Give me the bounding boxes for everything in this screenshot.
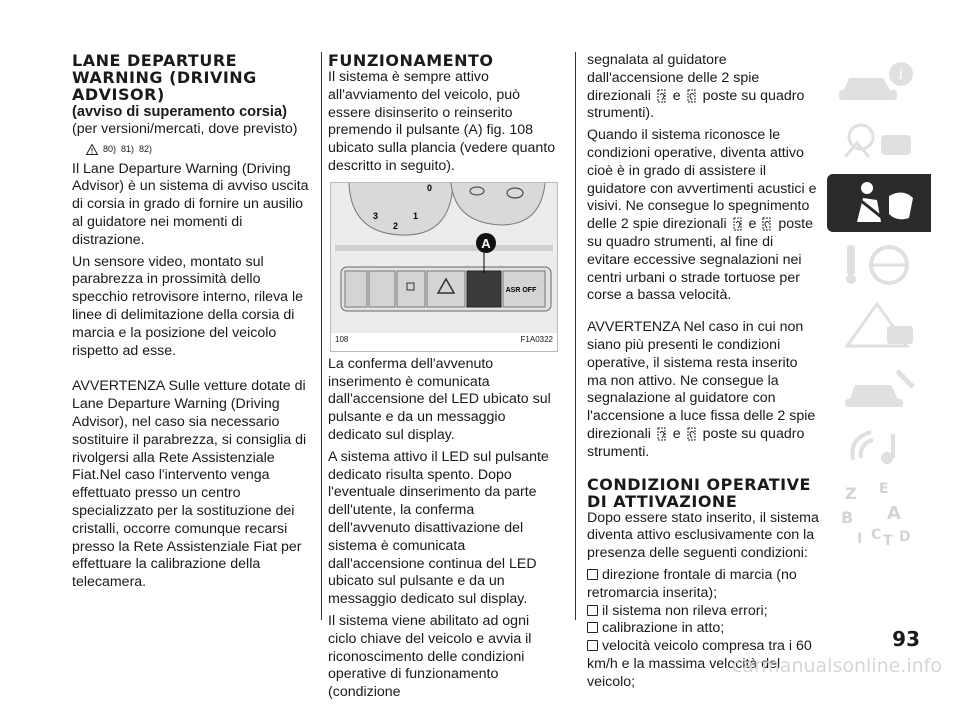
warning-lights-icon — [827, 113, 931, 171]
tab-maintenance[interactable] — [827, 357, 931, 415]
paragraph — [587, 127, 819, 305]
knob-number: 3 — [373, 210, 379, 221]
figure-code: F1A0322 — [520, 334, 553, 344]
list-item-text: il sistema non rileva errori; — [602, 602, 768, 619]
knob-number: 2 — [393, 220, 399, 231]
list-item-text: velocità veicolo compresa tra i 60 km/h e la massima velocità del veicolo; — [587, 638, 812, 690]
list-item — [587, 603, 819, 621]
list-item — [587, 567, 819, 603]
text: e — [672, 425, 681, 442]
versions-note: (per versioni/mercati, dove previsto) — [72, 121, 298, 137]
maintenance-icon — [827, 357, 931, 415]
text: poste su quadro strumenti, al fine di evitare eccessive segnalazioni nei centri urbani o strade tortuose per corse a bassa velocità. — [587, 216, 814, 304]
bullet-box-icon — [587, 569, 598, 580]
title-line: CONDIZIONI OPERATIVE — [587, 474, 811, 494]
text: e — [672, 87, 681, 104]
dashboard-illustration — [331, 183, 557, 351]
index-letter: C — [871, 527, 882, 543]
callout-label: A — [481, 235, 491, 251]
section-title — [72, 52, 314, 103]
warning-paragraph — [587, 319, 819, 461]
column-1 — [72, 52, 314, 596]
tab-warning-lights[interactable] — [827, 113, 931, 171]
section-title: FUNZIONAMENTO — [328, 51, 494, 70]
safety-seatbelt-icon — [827, 174, 931, 232]
lane-warning-button[interactable] — [467, 271, 501, 307]
turn-signal-right-icon — [685, 88, 699, 104]
title-line: DI ATTIVAZIONE — [587, 491, 738, 511]
note-ref[interactable]: 81) — [121, 143, 135, 154]
turn-signal-right-icon — [760, 216, 774, 232]
index-letter: B — [841, 508, 854, 527]
index-letter: A — [887, 503, 901, 524]
multimedia-icon — [827, 418, 931, 476]
warning-triangle-icon — [86, 144, 98, 155]
turn-signal-left-icon — [655, 426, 669, 442]
warning-paragraph: AVVERTENZA Sulle vetture dotate di Lane Departure Warning (Driving Advisor), nel caso sia necessario sostituire il parabrezza, si consiglia di rivolgersi alla Rete Assistenziale Fiat.Nel caso l'intervento venga effettuato presso un centro specializzato per la sostituzione dei cristalli, occorre comunque recarsi presso la Rete Assistenziale Fiat per effettuare la calibrazione della telecamera. — [72, 378, 307, 591]
section-subtitle: (avviso di superamento corsia) — [72, 104, 287, 120]
list-item-text: calibrazione in atto; — [602, 620, 725, 637]
note-ref[interactable]: 80) — [103, 143, 117, 154]
emergency-icon — [827, 296, 931, 354]
column-2 — [328, 52, 560, 706]
paragraph: A sistema attivo il LED sul pulsante dedicato risulta spento. Dopo l'eventuale dinserimento da parte dell'utente, la conferma dell'avvenuto disattivazione del sistema è comunicata dall'accensione continua del LED ubicato sul pulsante e da un messaggio dedicato sul display. — [328, 448, 549, 608]
text: poste su quadro strumenti). — [587, 87, 805, 122]
bullet-box-icon — [587, 640, 598, 651]
text: AVVERTENZA Nel caso in cui non siano più presenti le condizioni operative, il sistema resta inserito ma non attivo. Ne consegue la segnalazione al guidatore con l'accensione a luce fissa delle 2 spie direzionali — [587, 319, 816, 442]
text: e — [748, 216, 757, 233]
paragraph: Il sistema è sempre attivo all'avviamento del veicolo, può essere disinserito o reinserito premendo il pulsante (A) fig. 108 ubicato sulla plancia (vedere quanto descritto in seguito). — [328, 69, 556, 174]
warning-notes — [86, 141, 314, 159]
tab-index[interactable] — [827, 479, 931, 549]
paragraph: Il sistema viene abilitato ad ogni ciclo chiave del veicolo e avvia il riconoscimento delle condizioni operative di funzionamento (condizione — [328, 612, 532, 701]
index-letter: T — [883, 533, 893, 549]
column-divider — [321, 52, 322, 620]
car-info-icon — [827, 52, 931, 110]
text: poste su quadro strumenti. — [587, 425, 805, 460]
bullet-box-icon — [587, 605, 598, 616]
turn-signal-left-icon — [655, 88, 669, 104]
tab-car-info[interactable] — [827, 52, 931, 110]
figure-108 — [330, 182, 558, 352]
turn-signal-left-icon — [731, 216, 745, 232]
svg-text:i: i — [898, 67, 904, 83]
tab-start-driving[interactable] — [827, 235, 931, 293]
figure-number: 108 — [335, 334, 349, 344]
title-line: WARNING (DRIVING — [72, 68, 257, 87]
tab-safety[interactable] — [827, 174, 931, 232]
chapter-tabs — [827, 52, 937, 549]
tab-emergency[interactable] — [827, 296, 931, 354]
turn-signal-right-icon — [685, 426, 699, 442]
asr-off-label: ASR OFF — [505, 286, 537, 294]
tab-multimedia[interactable] — [827, 418, 931, 476]
paragraph: Un sensore video, montato sul parabrezza in prossimità dello specchio retrovisore interno, rileva le linee di delimitazione della corsia di marcia e la posizione del veicolo rispetto ad esse. — [72, 253, 304, 359]
column-divider — [575, 52, 576, 620]
paragraph: Dopo essere stato inserito, il sistema diventa attivo esclusivamente con la presenza delle seguenti condizioni: — [587, 509, 819, 562]
index-letter: D — [899, 529, 911, 545]
paragraph — [587, 52, 819, 123]
title-line: ADVISOR) — [72, 85, 165, 104]
start-driving-icon — [827, 235, 931, 293]
knob-number: 1 — [413, 210, 419, 221]
list-item-text: direzione frontale di marcia (no retromarcia inserita); — [587, 566, 797, 601]
watermark: carmanualsonline.info — [731, 655, 942, 677]
list-item — [587, 620, 819, 638]
note-ref[interactable]: 82) — [139, 143, 153, 154]
index-icon — [827, 479, 931, 551]
text: segnalata al guidatore dall'accensione delle 2 spie direzionali — [587, 52, 760, 104]
paragraph: La conferma dell'avvenuto inserimento è comunicata dall'accensione del LED ubicato sul pulsante e da un messaggio dedicato sul display. — [328, 355, 551, 443]
index-letter: E — [879, 481, 889, 497]
page-number: 93 — [892, 627, 920, 651]
paragraph: Il Lane Departure Warning (Driving Advisor) è un sistema di avviso uscita di corsia in grado di fornire un ausilio al guidatore nei momenti di distrazione. — [72, 160, 309, 248]
index-letter: I — [857, 531, 863, 547]
text: Quando il sistema riconosce le condizioni operative, diventa attivo cioè è in grado di assistere il guidatore con avvertimenti acustici e visivi. Ne consegue lo spegnimento delle 2 spie direzionali — [587, 127, 817, 233]
knob-number: 0 — [427, 182, 433, 193]
index-letter: Z — [845, 484, 857, 503]
section-title — [587, 476, 819, 510]
column-3 — [587, 52, 819, 692]
bullet-box-icon — [587, 622, 598, 633]
title-line: LANE DEPARTURE — [72, 51, 238, 70]
